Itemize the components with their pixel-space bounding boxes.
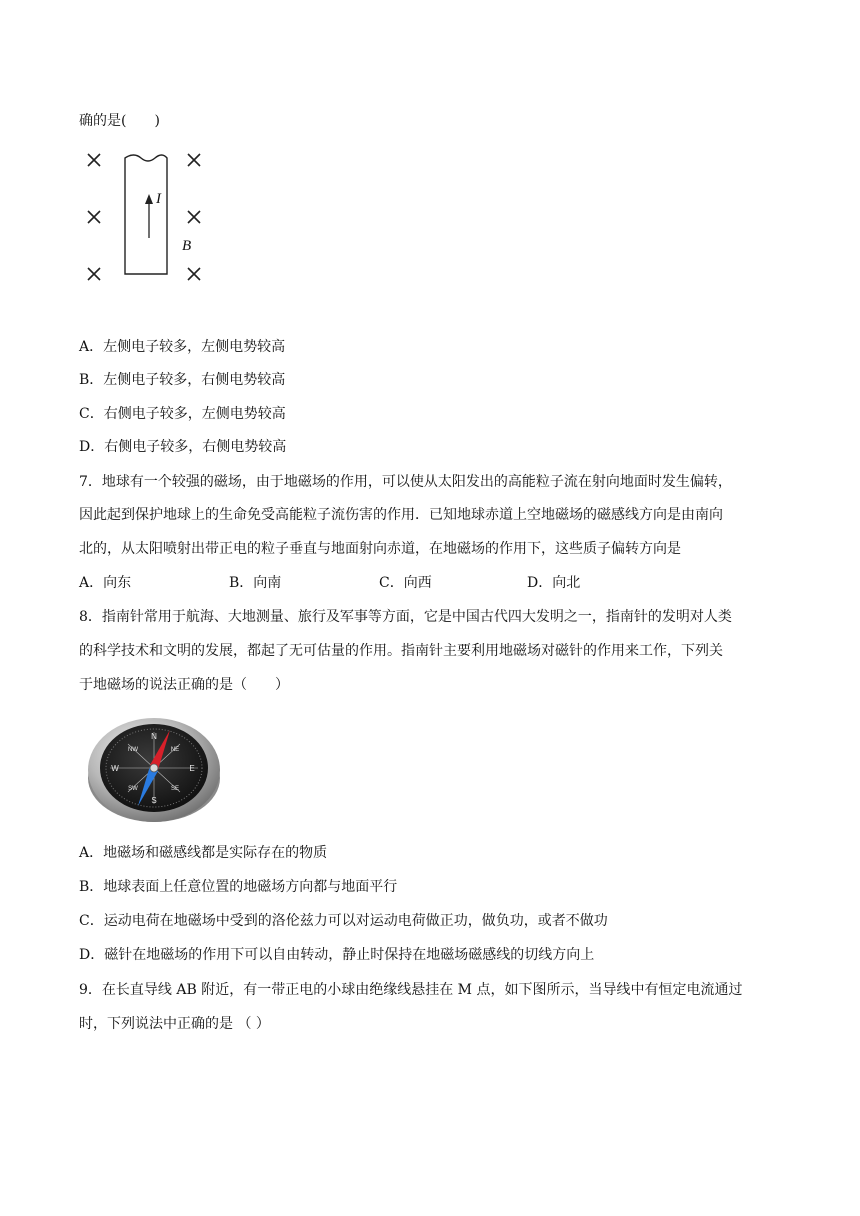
- current-label: I: [156, 191, 161, 207]
- compass-sw: SW: [128, 786, 138, 792]
- q9-stem-line-1: 9．在长直导线 AB 附近，有一带正电的小球由绝缘线悬挂在 M 点，如下图所示，当导线中有恒定电流通过: [79, 982, 743, 998]
- q7-option-b: B．向南: [229, 575, 282, 591]
- compass-w: W: [111, 764, 119, 773]
- compass-s: S: [151, 796, 157, 805]
- q8-stem-line-1: 8．指南针常用于航海、大地测量、旅行及军事等方面，它是中国古代四大发明之一，指南针的发明对人类: [79, 609, 732, 625]
- q8-option-a: A．地磁场和磁感线都是实际存在的物质: [79, 845, 328, 861]
- magnetic-field-crosses: [88, 154, 200, 280]
- q8-stem-line-3: 于地磁场的说法正确的是（ ）: [79, 677, 289, 693]
- q7-option-a: A．向东: [79, 575, 132, 591]
- compass-nw: NW: [128, 747, 138, 753]
- q7-option-d: D．向北: [527, 575, 581, 591]
- conductor-strip: [125, 155, 167, 274]
- q7-stem-line-3: 北的，从太阳喷射出带正电的粒子垂直与地面射向赤道，在地磁场的作用下，这些质子偏转方向是: [79, 541, 681, 557]
- q6-stem-tail: 确的是( ): [79, 113, 160, 129]
- q6-figure: [84, 148, 208, 288]
- q6-option-d: D．右侧电子较多，右侧电势较高: [79, 439, 287, 455]
- compass-e: E: [189, 764, 195, 773]
- q7-option-c: C．向西: [379, 575, 432, 591]
- q8-option-d: D．磁针在地磁场的作用下可以自由转动，静止时保持在地磁场磁感线的切线方向上: [79, 947, 595, 963]
- compass-image: [86, 708, 222, 826]
- compass-n: N: [151, 732, 157, 741]
- q8-option-c: C．运动电荷在地磁场中受到的洛伦兹力可以对运动电荷做正功，做负功，或者不做功: [79, 913, 608, 929]
- q6-option-b: B．左侧电子较多，右侧电势较高: [79, 372, 286, 388]
- q9-stem-line-2: 时，下列说法中正确的是 （ ）: [79, 1016, 270, 1032]
- q6-option-a: A．左侧电子较多，左侧电势较高: [79, 339, 286, 355]
- field-label: B: [182, 238, 192, 254]
- q7-stem-line-2: 因此起到保护地球上的生命免受高能粒子流伤害的作用．已知地球赤道上空地磁场的磁感线方向是由南向: [79, 507, 723, 523]
- q6-option-c: C．右侧电子较多，左侧电势较高: [79, 406, 286, 422]
- q8-option-b: B．地球表面上任意位置的地磁场方向都与地面平行: [79, 879, 398, 895]
- compass-ne: NE: [170, 747, 180, 753]
- compass-se: SE: [170, 786, 180, 792]
- q7-stem-line-1: 7．地球有一个较强的磁场，由于地磁场的作用，可以使从太阳发出的高能粒子流在射向地面时发生偏转，: [79, 474, 732, 490]
- q8-stem-line-2: 的科学技术和文明的发展，都起了无可估量的作用。指南针主要利用地磁场对磁针的作用来工作，下列关: [79, 643, 723, 659]
